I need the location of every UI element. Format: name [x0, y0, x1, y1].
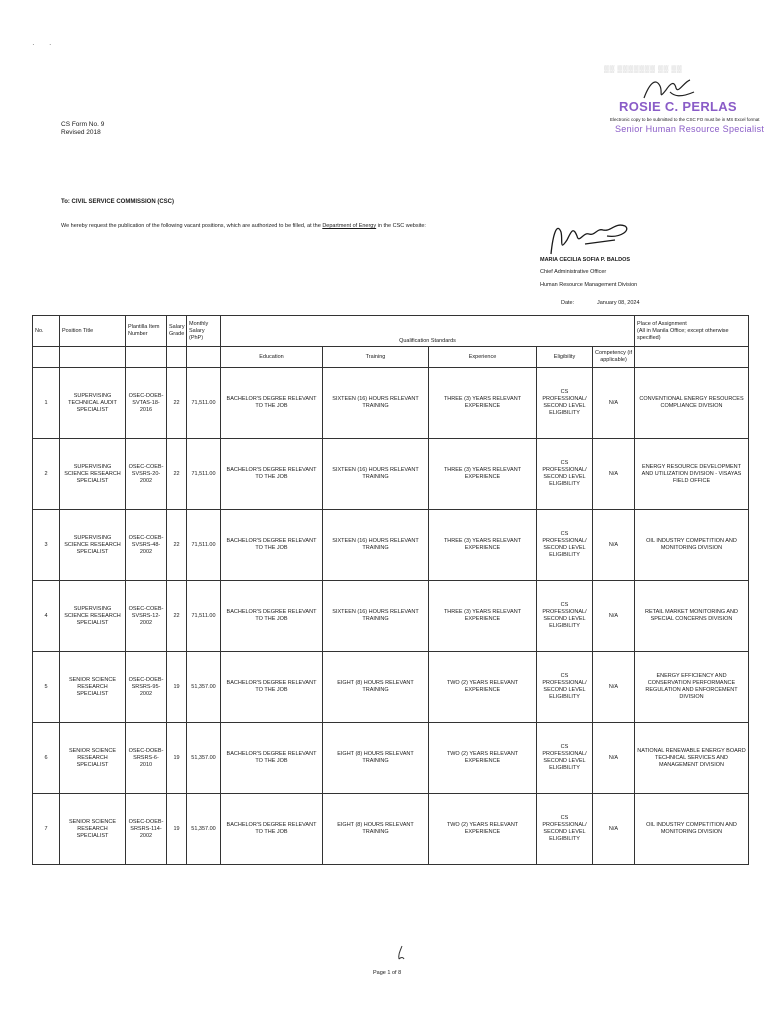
cell-education: BACHELOR'S DEGREE RELEVANT TO THE JOB — [221, 439, 323, 510]
cell-grade: 19 — [167, 652, 187, 723]
cell-training: SIXTEEN (16) HOURS RELEVANT TRAINING — [323, 368, 429, 439]
header-assignment-title: Place of Assignment — [637, 320, 687, 327]
cell-competency: N/A — [593, 368, 635, 439]
cell-experience: TWO (2) YEARS RELEVANT EXPERIENCE — [429, 652, 537, 723]
cell-grade: 22 — [167, 510, 187, 581]
cell-plantilla: OSEC-COEB-SVSRS-12-2002 — [126, 581, 167, 652]
header-eligibility: Eligibility — [537, 347, 593, 368]
header-no: No. — [33, 316, 60, 347]
header-education: Education — [221, 347, 323, 368]
cell-eligibility: CS PROFESSIONAL/ SECOND LEVEL ELIGIBILITY — [537, 652, 593, 723]
cell-assignment: NATIONAL RENEWABLE ENERGY BOARD TECHNICAL SERVICES AND MANAGEMENT DIVISION — [635, 723, 749, 794]
cell-position: SUPERVISING SCIENCE RESEARCH SPECIALIST — [60, 581, 126, 652]
cell-position: SUPERVISING SCIENCE RESEARCH SPECIALIST — [60, 510, 126, 581]
header-competency: Competency (if applicable) — [593, 347, 635, 368]
header-grade: Salary Grade — [167, 316, 187, 347]
cell-grade: 19 — [167, 723, 187, 794]
cell-grade: 19 — [167, 794, 187, 865]
cell-salary: 71,511.00 — [187, 581, 221, 652]
header-assignment-note: (All in Manila Office; except otherwise specified) — [637, 327, 729, 341]
stamp-role: Senior Human Resource Specialist — [615, 124, 765, 134]
cell-no: 5 — [33, 652, 60, 723]
date-label: Date: — [561, 300, 575, 306]
form-line-2: Revised 2018 — [61, 129, 101, 136]
page-number: Page 1 of 8 — [373, 970, 402, 976]
table-row — [33, 581, 749, 652]
cell-no: 2 — [33, 439, 60, 510]
header-blank-1 — [33, 347, 60, 368]
cell-competency: N/A — [593, 723, 635, 794]
cell-plantilla: OSEC-COEB-SVSRS-20-2002 — [126, 439, 167, 510]
header-plantilla: Plantilla Item Number — [126, 316, 167, 347]
cell-training: EIGHT (8) HOURS RELEVANT TRAINING — [323, 652, 429, 723]
cell-plantilla: OSEC-DOEB-SRSRS-6-2010 — [126, 723, 167, 794]
cell-experience: TWO (2) YEARS RELEVANT EXPERIENCE — [429, 794, 537, 865]
cell-assignment: OIL INDUSTRY COMPETITION AND MONITORING DIVISION — [635, 510, 749, 581]
cell-plantilla: OSEC-DOEB-SRSRS-114-2002 — [126, 794, 167, 865]
table-row — [33, 439, 749, 510]
received-stamp-faint: ▒▒ ▒▒▒▒▒▒▒ ▒▒ ▒▒ — [604, 66, 683, 73]
signatory-division: Human Resource Management Division — [540, 282, 638, 288]
signatory-signature — [545, 214, 635, 258]
header-blank-5 — [187, 347, 221, 368]
cell-education: BACHELOR'S DEGREE RELEVANT TO THE JOB — [221, 723, 323, 794]
request-sentence — [61, 223, 426, 229]
cell-education: BACHELOR'S DEGREE RELEVANT TO THE JOB — [221, 368, 323, 439]
cell-education: BACHELOR'S DEGREE RELEVANT TO THE JOB — [221, 581, 323, 652]
cell-assignment: CONVENTIONAL ENERGY RESOURCES COMPLIANCE DIVISION — [635, 368, 749, 439]
cell-plantilla: OSEC-DOEB-SVTAS-18-2016 — [126, 368, 167, 439]
stamp-note: Electronic copy to be submitted to the CSC FO must be in MS Excel format — [610, 117, 760, 122]
cell-eligibility: CS PROFESSIONAL/ SECOND LEVEL ELIGIBILITY — [537, 368, 593, 439]
cell-experience: TWO (2) YEARS RELEVANT EXPERIENCE — [429, 723, 537, 794]
cell-no: 1 — [33, 368, 60, 439]
cell-assignment: OIL INDUSTRY COMPETITION AND MONITORING DIVISION — [635, 794, 749, 865]
cell-eligibility: CS PROFESSIONAL/ SECOND LEVEL ELIGIBILITY — [537, 510, 593, 581]
scan-specks: · · — [32, 40, 58, 49]
header-qualification-standards: Qualification Standards — [221, 316, 635, 347]
cell-plantilla: OSEC-DOEB-SRSRS-95-2002 — [126, 652, 167, 723]
cell-training: EIGHT (8) HOURS RELEVANT TRAINING — [323, 723, 429, 794]
cell-position: SENIOR SCIENCE RESEARCH SPECIALIST — [60, 652, 126, 723]
cell-training: SIXTEEN (16) HOURS RELEVANT TRAINING — [323, 581, 429, 652]
initial-mark — [396, 945, 406, 961]
header-position: Position Title — [60, 316, 126, 347]
table-row — [33, 510, 749, 581]
header-salary: Monthly Salary (PhP) — [187, 316, 221, 347]
table-row — [33, 368, 749, 439]
cell-experience: THREE (3) YEARS RELEVANT EXPERIENCE — [429, 581, 537, 652]
table-row — [33, 794, 749, 865]
cell-experience: THREE (3) YEARS RELEVANT EXPERIENCE — [429, 439, 537, 510]
header-assignment — [635, 316, 749, 347]
header-blank-4 — [167, 347, 187, 368]
cell-assignment: ENERGY RESOURCE DEVELOPMENT AND UTILIZATION DIVISION - VISAYAS FIELD OFFICE — [635, 439, 749, 510]
cell-training: SIXTEEN (16) HOURS RELEVANT TRAINING — [323, 510, 429, 581]
cell-position: SENIOR SCIENCE RESEARCH SPECIALIST — [60, 794, 126, 865]
cell-no: 3 — [33, 510, 60, 581]
header-training: Training — [323, 347, 429, 368]
header-experience: Experience — [429, 347, 537, 368]
request-text-2: in the CSC website: — [377, 223, 426, 229]
cell-eligibility: CS PROFESSIONAL/ SECOND LEVEL ELIGIBILITY — [537, 794, 593, 865]
cell-education: BACHELOR'S DEGREE RELEVANT TO THE JOB — [221, 510, 323, 581]
cell-experience: THREE (3) YEARS RELEVANT EXPERIENCE — [429, 368, 537, 439]
cell-salary: 71,511.00 — [187, 368, 221, 439]
cell-education: BACHELOR'S DEGREE RELEVANT TO THE JOB — [221, 652, 323, 723]
request-agency: Department of Energy — [322, 223, 377, 229]
cell-no: 6 — [33, 723, 60, 794]
cell-position: SUPERVISING TECHNICAL AUDIT SPECIALIST — [60, 368, 126, 439]
request-text-1: We hereby request the publication of the following vacant positions, which are authorized to be filled, at the — [61, 223, 321, 229]
table-row — [33, 723, 749, 794]
cell-salary: 71,511.00 — [187, 510, 221, 581]
header-blank-2 — [60, 347, 126, 368]
cell-salary: 51,357.00 — [187, 723, 221, 794]
cell-eligibility: CS PROFESSIONAL/ SECOND LEVEL ELIGIBILITY — [537, 723, 593, 794]
cell-position: SUPERVISING SCIENCE RESEARCH SPECIALIST — [60, 439, 126, 510]
vacancy-table — [32, 315, 749, 865]
form-line-1: CS Form No. 9 — [61, 121, 105, 128]
cell-assignment: RETAIL MARKET MONITORING AND SPECIAL CONCERNS DIVISION — [635, 581, 749, 652]
signatory-title: Chief Administrative Officer — [540, 269, 607, 275]
form-number — [61, 121, 104, 137]
stamp-name: ROSIE C. PERLAS — [619, 99, 737, 114]
cell-experience: THREE (3) YEARS RELEVANT EXPERIENCE — [429, 510, 537, 581]
cell-assignment: ENERGY EFFICIENCY AND CONSERVATION PERFORMANCE REGULATION AND ENFORCEMENT DIVISION — [635, 652, 749, 723]
cell-eligibility: CS PROFESSIONAL/ SECOND LEVEL ELIGIBILITY — [537, 581, 593, 652]
cell-position: SENIOR SCIENCE RESEARCH SPECIALIST — [60, 723, 126, 794]
date-value: January 08, 2024 — [597, 300, 640, 306]
cell-competency: N/A — [593, 794, 635, 865]
signatory-name: MARIA CECILIA SOFIA P. BALDOS — [540, 257, 631, 263]
cell-grade: 22 — [167, 581, 187, 652]
cell-grade: 22 — [167, 368, 187, 439]
cell-competency: N/A — [593, 439, 635, 510]
cell-no: 4 — [33, 581, 60, 652]
cell-eligibility: CS PROFESSIONAL/ SECOND LEVEL ELIGIBILITY — [537, 439, 593, 510]
cell-training: EIGHT (8) HOURS RELEVANT TRAINING — [323, 794, 429, 865]
header-blank-3 — [126, 347, 167, 368]
cell-grade: 22 — [167, 439, 187, 510]
cell-plantilla: OSEC-COEB-SVSRS-48-2002 — [126, 510, 167, 581]
header-blank-6 — [635, 347, 749, 368]
cell-salary: 71,511.00 — [187, 439, 221, 510]
cell-salary: 51,357.00 — [187, 652, 221, 723]
addressee: To: CIVIL SERVICE COMMISSION (CSC) — [61, 199, 175, 205]
cell-competency: N/A — [593, 581, 635, 652]
cell-competency: N/A — [593, 510, 635, 581]
cell-salary: 51,357.00 — [187, 794, 221, 865]
cell-competency: N/A — [593, 652, 635, 723]
table-row — [33, 652, 749, 723]
cell-education: BACHELOR'S DEGREE RELEVANT TO THE JOB — [221, 794, 323, 865]
cell-training: SIXTEEN (16) HOURS RELEVANT TRAINING — [323, 439, 429, 510]
cell-no: 7 — [33, 794, 60, 865]
